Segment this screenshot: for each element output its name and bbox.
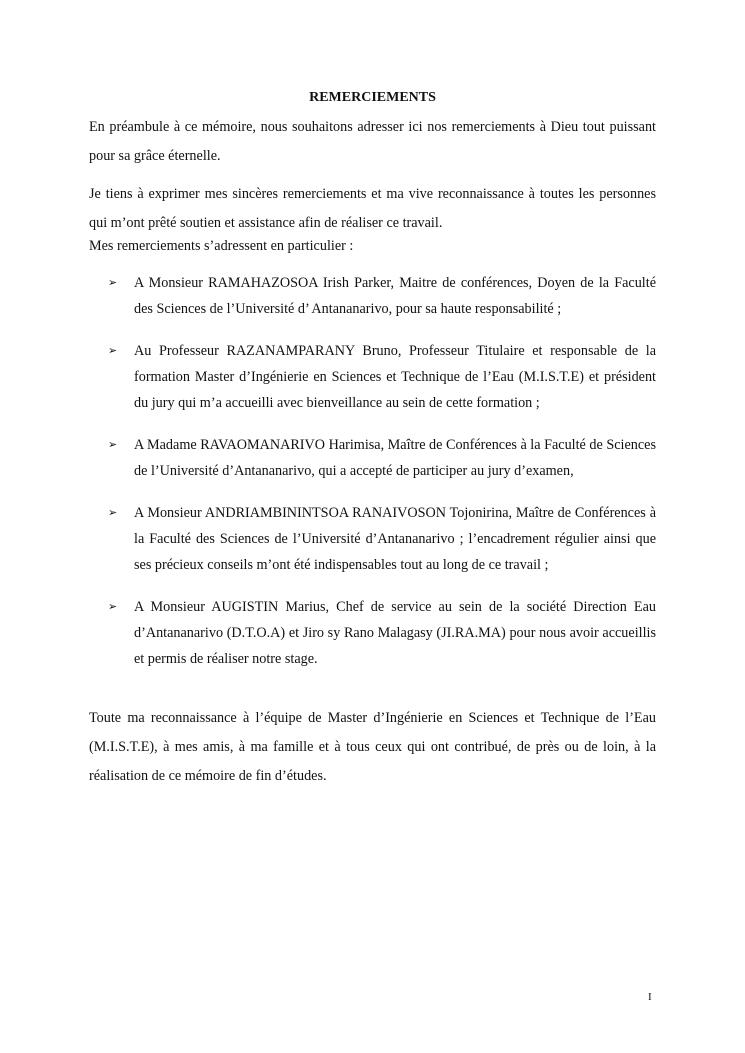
list-item bbox=[108, 270, 656, 322]
page-title: REMERCIEMENTS bbox=[309, 90, 436, 105]
list-item-text: Au Professeur RAZANAMPARANY Bruno, Professeur Titulaire et responsable de la formation Master d’Ingénierie en Sciences et Technique de l’Eau (M.I.S.T.E) et président du jury qui m’a accueilli avec bienveillance au sein de cette formation ; bbox=[134, 343, 656, 411]
list-item bbox=[108, 338, 656, 416]
acknowledgement-list bbox=[108, 270, 656, 688]
particular-thanks-paragraph: Mes remerciements s’adressent en particulier : bbox=[89, 238, 354, 254]
list-item-text: A Monsieur RAMAHAZOSOA Irish Parker, Maitre de conférences, Doyen de la Faculté des Sciences de l’Université d’ Antananarivo, pour sa haute responsabilité ; bbox=[134, 275, 656, 317]
page-number: I bbox=[648, 991, 652, 1003]
list-item bbox=[108, 594, 656, 672]
right-arrowhead-icon: ➢ bbox=[108, 344, 118, 357]
list-item-text: A Madame RAVAOMANARIVO Harimisa, Maître de Conférences à la Faculté de Sciences de l’Université d’Antananarivo, qui a accepté de participer au jury d’examen, bbox=[134, 437, 656, 479]
gratitude-paragraph: Je tiens à exprimer mes sincères remerciements et ma vive reconnaissance à toutes les personnes qui m’ont prêté soutien et assistance afin de réaliser ce travail. bbox=[89, 186, 656, 231]
list-item-text: A Monsieur AUGISTIN Marius, Chef de service au sein de la société Direction Eau d’Antananarivo (D.T.O.A) et Jiro sy Rano Malagasy (JI.RA.MA) pour nous avoir accueillis et permis de réaliser notre stage. bbox=[134, 599, 656, 667]
list-item-text: A Monsieur ANDRIAMBININTSOA RANAIVOSON Tojonirina, Maître de Conférences à la Faculté des Sciences de l’Université d’Antananarivo ; l’encadrement régulier ainsi que ses précieux conseils m’ont été indispensables tout au long de ce travail ; bbox=[134, 505, 656, 573]
intro-paragraph: En préambule à ce mémoire, nous souhaitons adresser ici nos remerciements à Dieu tout puissant pour sa grâce éternelle. bbox=[89, 119, 656, 164]
right-arrowhead-icon: ➢ bbox=[108, 276, 118, 289]
list-item bbox=[108, 500, 656, 578]
closing-paragraph: Toute ma reconnaissance à l’équipe de Master d’Ingénierie en Sciences et Technique de l’Eau (M.I.S.T.E), à mes amis, à ma famille et à tous ceux qui ont contribué, de près ou de loin, à la réalisation de ce mémoire de fin d’études. bbox=[89, 710, 656, 784]
right-arrowhead-icon: ➢ bbox=[108, 600, 118, 613]
list-item bbox=[108, 432, 656, 484]
right-arrowhead-icon: ➢ bbox=[108, 506, 118, 519]
right-arrowhead-icon: ➢ bbox=[108, 438, 118, 451]
